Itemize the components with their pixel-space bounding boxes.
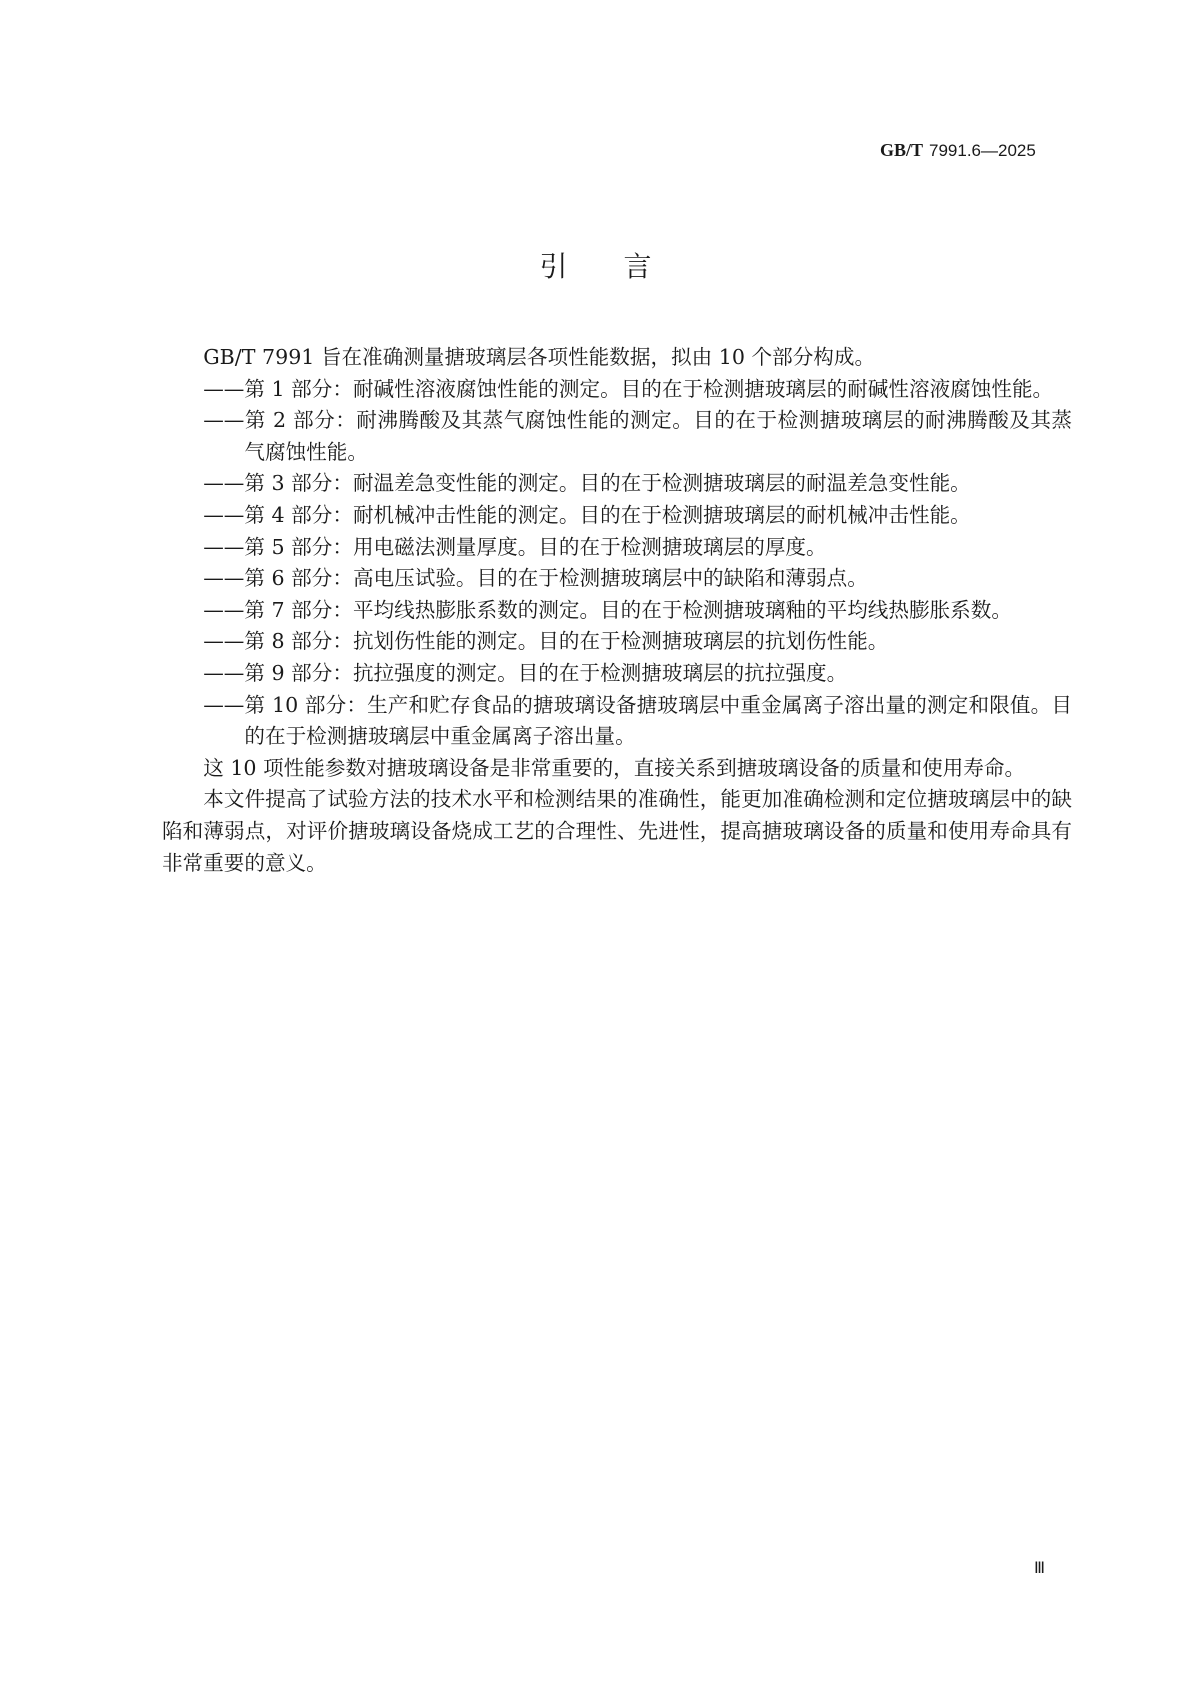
part-item-2: ——第 2 部分：耐沸腾酸及其蒸气腐蚀性能的测定。目的在于检测搪玻璃层的耐沸腾酸及其蒸气腐蚀性能。 [203,408,1072,464]
part-item-3: ——第 3 部分：耐温差急变性能的测定。目的在于检测搪玻璃层的耐温差急变性能。 [203,471,971,496]
significance-paragraph: 本文件提高了试验方法的技术水平和检测结果的准确性，能更加准确检测和定位搪玻璃层中的缺陷和薄弱点，对评价搪玻璃设备烧成工艺的合理性、先进性，提高搪玻璃设备的质量和使用寿命具有非常重要的意义。 [162,787,1072,875]
document-header [880,140,1070,161]
part-item-10: ——第 10 部分：生产和贮存食品的搪玻璃设备搪玻璃层中重金属离子溶出量的测定和限值。目的在于检测搪玻璃层中重金属离子溶出量。 [203,692,1072,749]
part-item-5: ——第 5 部分：用电磁法测量厚度。目的在于检测搪玻璃层的厚度。 [203,534,827,559]
part-item-8: ——第 8 部分：抗划伤性能的测定。目的在于检测搪玻璃层的抗划伤性能。 [203,629,889,654]
page-number: Ⅲ [1034,1560,1046,1577]
intro-paragraph: GB/T 7991 旨在准确测量搪玻璃层各项性能数据，拟由 10 个部分构成。 [203,345,876,369]
part-item-4: ——第 4 部分：耐机械冲击性能的测定。目的在于检测搪玻璃层的耐机械冲击性能。 [203,502,971,527]
standard-number: 7991.6—2025 [929,141,1036,160]
importance-paragraph: 这 10 项性能参数对搪玻璃设备是非常重要的，直接关系到搪玻璃设备的质量和使用寿命。 [203,755,1026,780]
section-title: 引言 [539,250,708,283]
part-item-1: ——第 1 部分：耐碱性溶液腐蚀性能的测定。目的在于检测搪玻璃层的耐碱性溶液腐蚀性能。 [203,376,1054,401]
part-item-7: ——第 7 部分：平均线热膨胀系数的测定。目的在于检测搪玻璃釉的平均线热膨胀系数。 [203,597,1012,622]
part-item-6: ——第 6 部分：高电压试验。目的在于检测搪玻璃层中的缺陷和薄弱点。 [203,566,868,591]
standard-prefix: GB/T [880,140,924,160]
part-item-9: ——第 9 部分：抗拉强度的测定。目的在于检测搪玻璃层的抗拉强度。 [203,660,848,685]
introduction-body [162,342,1072,879]
